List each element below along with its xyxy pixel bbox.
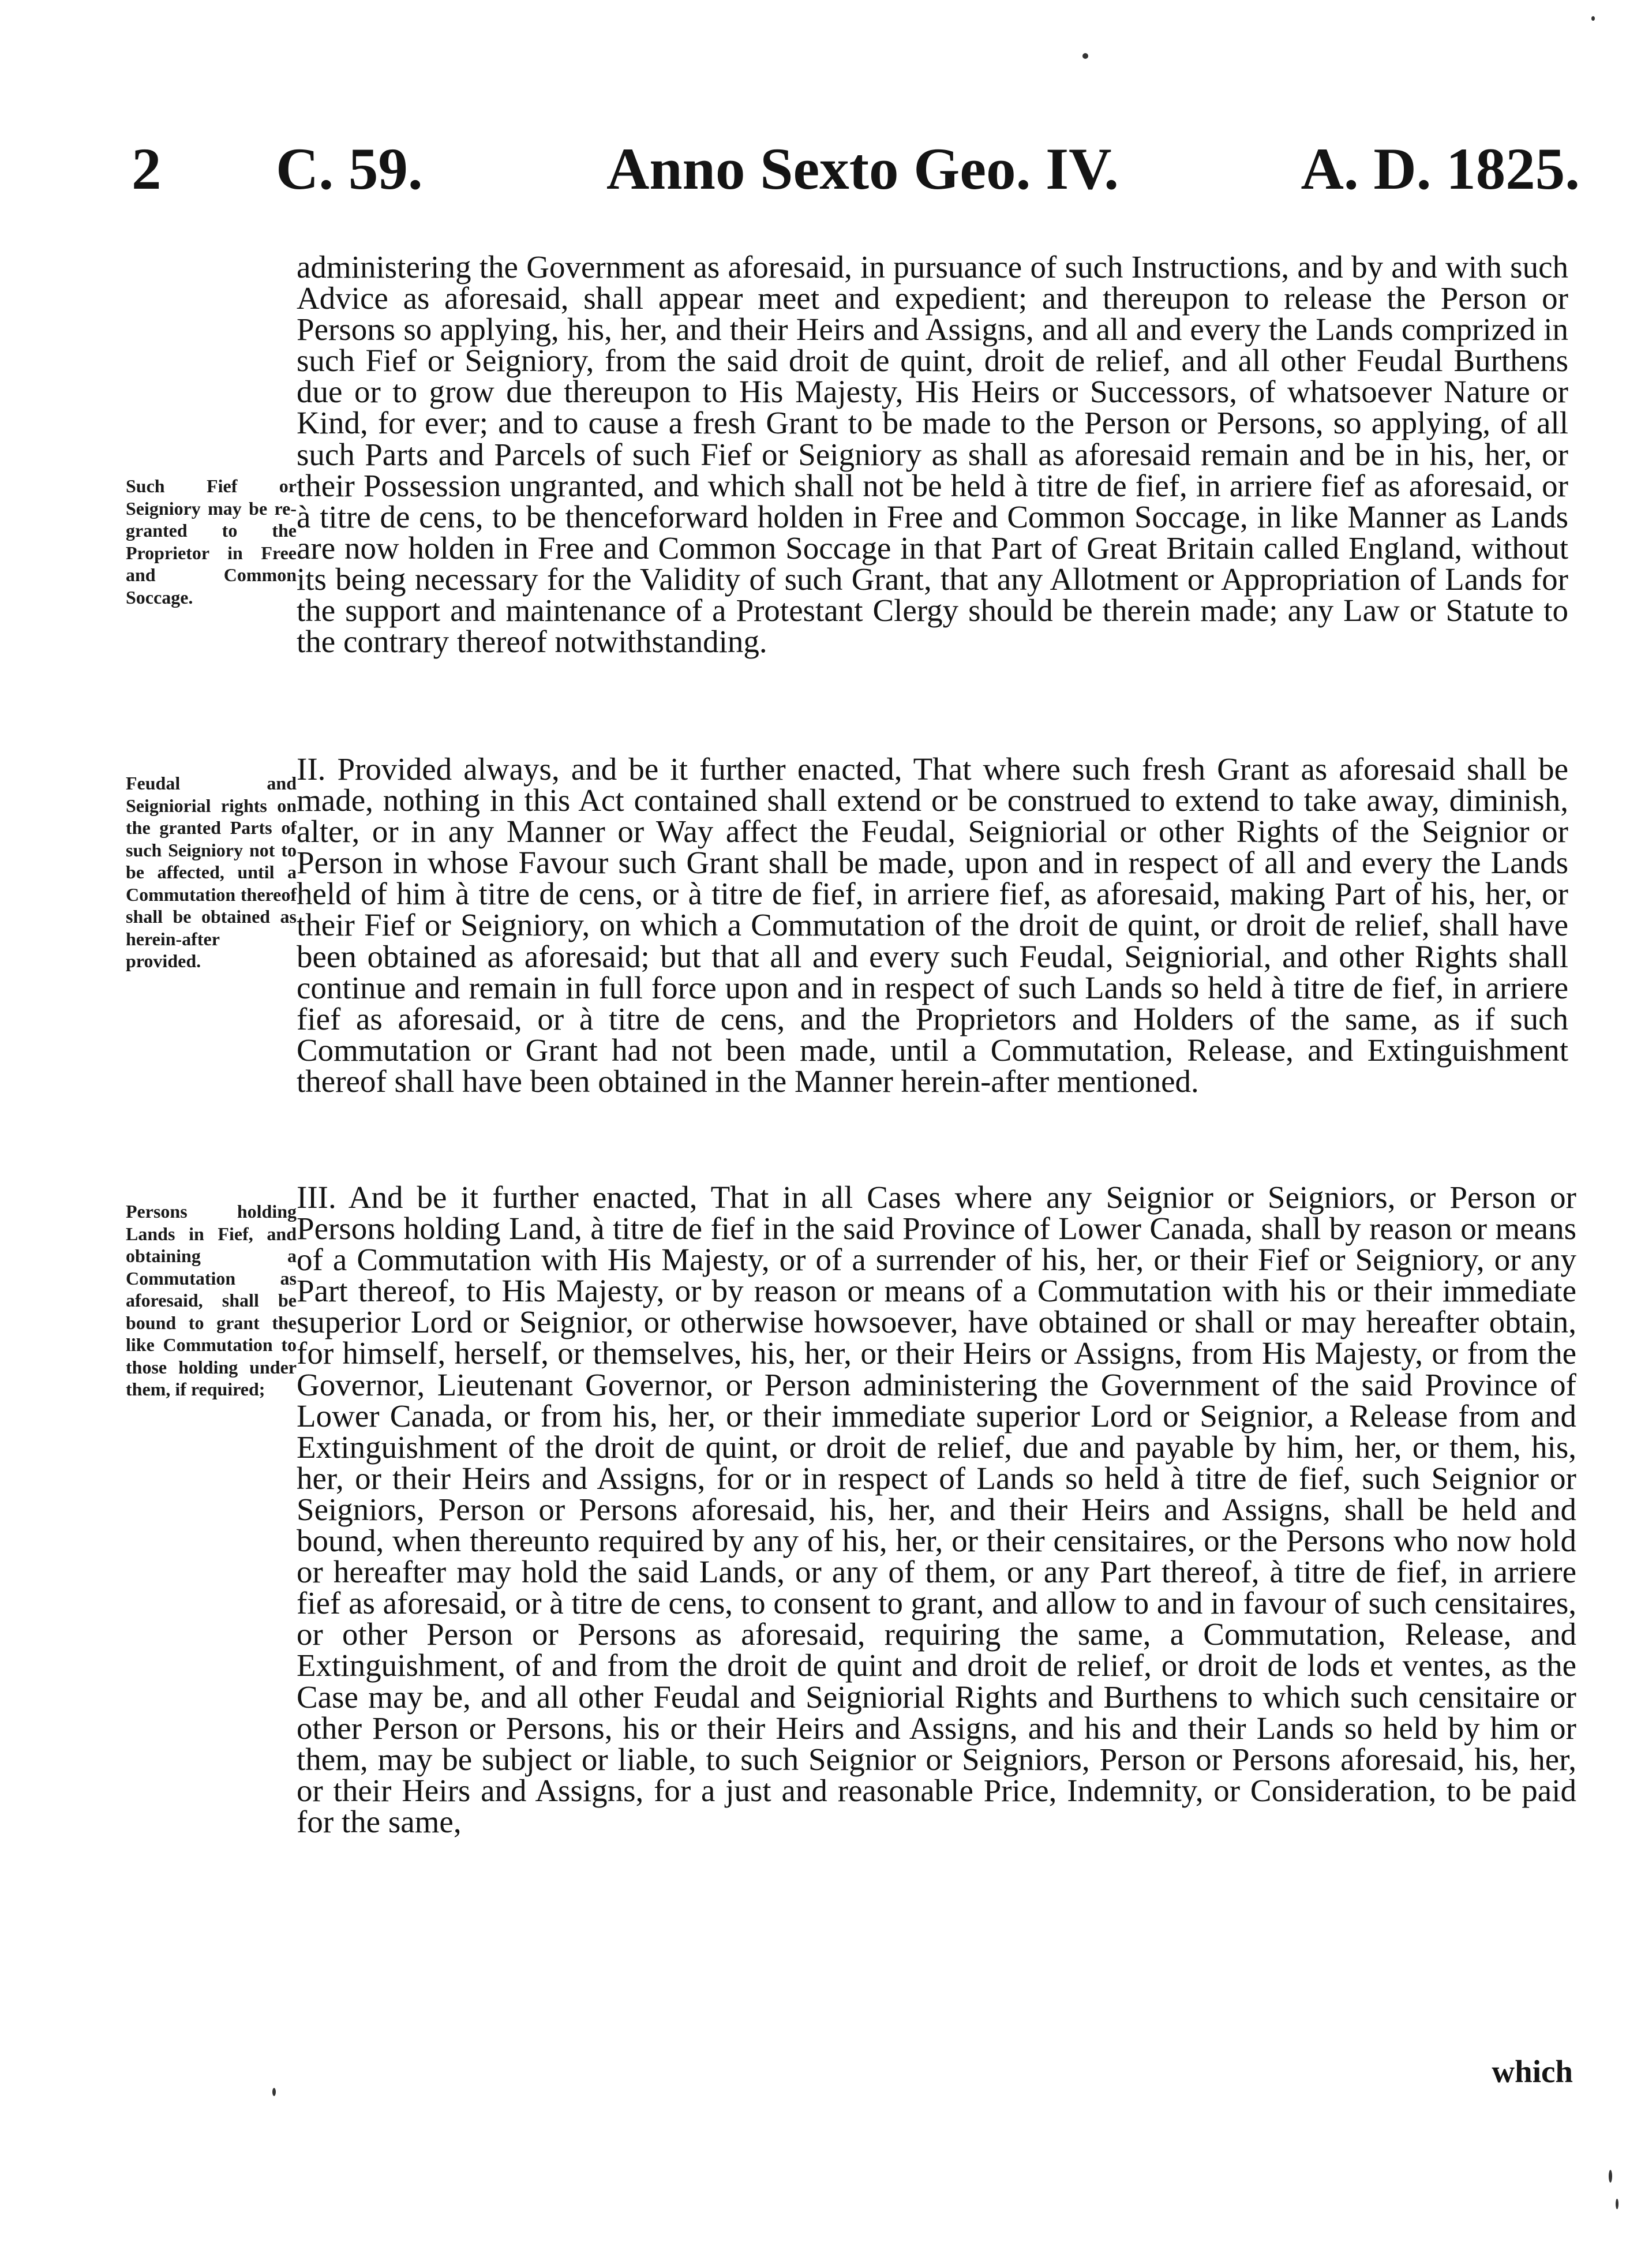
running-header [132,132,1580,207]
ink-speck [1616,2199,1618,2209]
paragraph-3: III. And be it further enacted, That in all Cases where any Seignior or Seigniors, or Person or Persons holding Land, à titre de fief in the said Province of Lower Canada, shall by reason or means of a Commutation with His Majesty, or of a surrender of his, her, or their Fief or Seigniory, or any Part thereof, to His Majesty, or by reason or means of a Commutation with his or their immediate superior Lord or Seignior, or otherwise howsoever, have obtained or shall or may hereafter obtain, for himself, herself, or themselves, his, her, or their Heirs or Assigns, from His Majesty, or from the Governor, Lieutenant Governor, or Person administering the Government of the said Province of Lower Canada, or from his, her, or their immediate superior Lord or Seignior, a Release from and Extinguishment of the droit de quint, or droit de relief, due and payable by him, her, or them, his, her, or their Heirs and Assigns, for or in respect of Lands so held à titre de fief, such Seignior or Seigniors, Person or Persons aforesaid, his, her, and their Heirs and Assigns, shall be held and bound, when thereunto required by any of his, her, or their censitaires, or the Persons who now hold or hereafter may hold the said Lands, or any of them, or any Part thereof, à titre de fief, in arriere fief as aforesaid, or à titre de cens, to consent to grant, and allow to and in favour of such censitaires, or other Person or Persons as aforesaid, requiring the same, a Commutation, Release, and Extinguishment, of and from the droit de quint and droit de relief, or droit de lods et ventes, as the Case may be, and all other Feudal and Seigniorial Rights and Burthens to which such censitaire or other Person or Persons, his or their Heirs and Assigns, and his and their Lands so held by him or them, may be subject or liable, to such Seignior or Seigniors, Person or Persons aforesaid, his, her, or their Heirs and Assigns, for a just and reasonable Price, Indemnity, or Consideration, to be paid for the same, [297,1180,1576,1839]
regnal-year-title: Anno Sexto Geo. IV. [606,136,1119,202]
marginal-note-1: Such Fief or Seigniory may be re-granted to the Proprietor in Free and Common Soccage. [126,476,297,608]
paragraph-2: II. Provided always, and be it further enacted, That where such fresh Grant as aforesaid shall be made, nothing in this Act contained shall extend or be construed to extend to take away, diminish, alter, or in any Manner or Way affect the Feudal, Seigniorial or other Rights of the Seignior or Person in whose Favour such Grant shall be made, upon and in respect of all and every the Lands held of him à titre de cens, or à titre de fief, in arriere fief, as aforesaid, making Part of his, her, or their Fief or Seigniory, on which a Commutation of the droit de quint, or droit de relief, shall have been obtained as aforesaid; but that all and every such Feudal, Seigniorial, and other Rights shall continue and remain in full force upon and in respect of such Lands so held à titre de fief, in arriere fief as aforesaid, or à titre de cens, and the Proprietors and Holders of the same, as if such Commutation or Grant had not been made, until a Commutation, Release, and Extinguishment thereof shall have been obtained in the Manner herein-after mentioned. [297,751,1568,1099]
ink-speck [1082,53,1088,59]
ink-speck [1591,16,1595,21]
marginal-note-3: Persons holding Lands in Fief, and obtaining a Commutation as aforesaid, shall be bound to grant the like Commutation to those holding under them, if required; [126,1201,297,1399]
chapter-number: C. 59. [276,136,423,202]
marginal-note-2: Feudal and Seigniorial rights on the granted Parts of such Seigniory not to be affected, until a Commutation thereof shall be obtained as herein-after provided. [126,773,297,971]
anno-domini-date: A. D. 1825. [1301,136,1580,202]
ink-speck [272,2088,276,2096]
page-number: 2 [132,136,162,202]
catchword: which [1492,2054,1573,2089]
paragraph-1: administering the Government as aforesaid, in pursuance of such Instructions, and by and with such Advice as aforesaid, shall appear meet and expedient; and thereupon to release the Person or Persons so applying, his, her, and their Heirs and Assigns, and all and every the Lands comprized in such Fief or Seigniory, from the said droit de quint, droit de relief, and all other Feudal Burthens due or to grow due thereupon to His Majesty, His Heirs or Successors, of whatsoever Nature or Kind, for ever; and to cause a fresh Grant to be made to the Person or Persons, so applying, of all such Parts and Parcels of such Fief or Seigniory as shall as aforesaid remain and be in his, her, or their Possession ungranted, and which shall not be held à titre de fief, in arriere fief as aforesaid, or à titre de cens, to be thenceforward holden in Free and Common Soccage, in like Manner as Lands are now holden in Free and Common Soccage in that Part of Great Britain called England, without its being necessary for the Validity of such Grant, that any Allotment or Appropriation of Lands for the support and maintenance of a Protestant Clergy should be therein made; any Law or Statute to the contrary thereof notwithstanding. [297,249,1568,660]
ink-speck [1609,2170,1612,2183]
